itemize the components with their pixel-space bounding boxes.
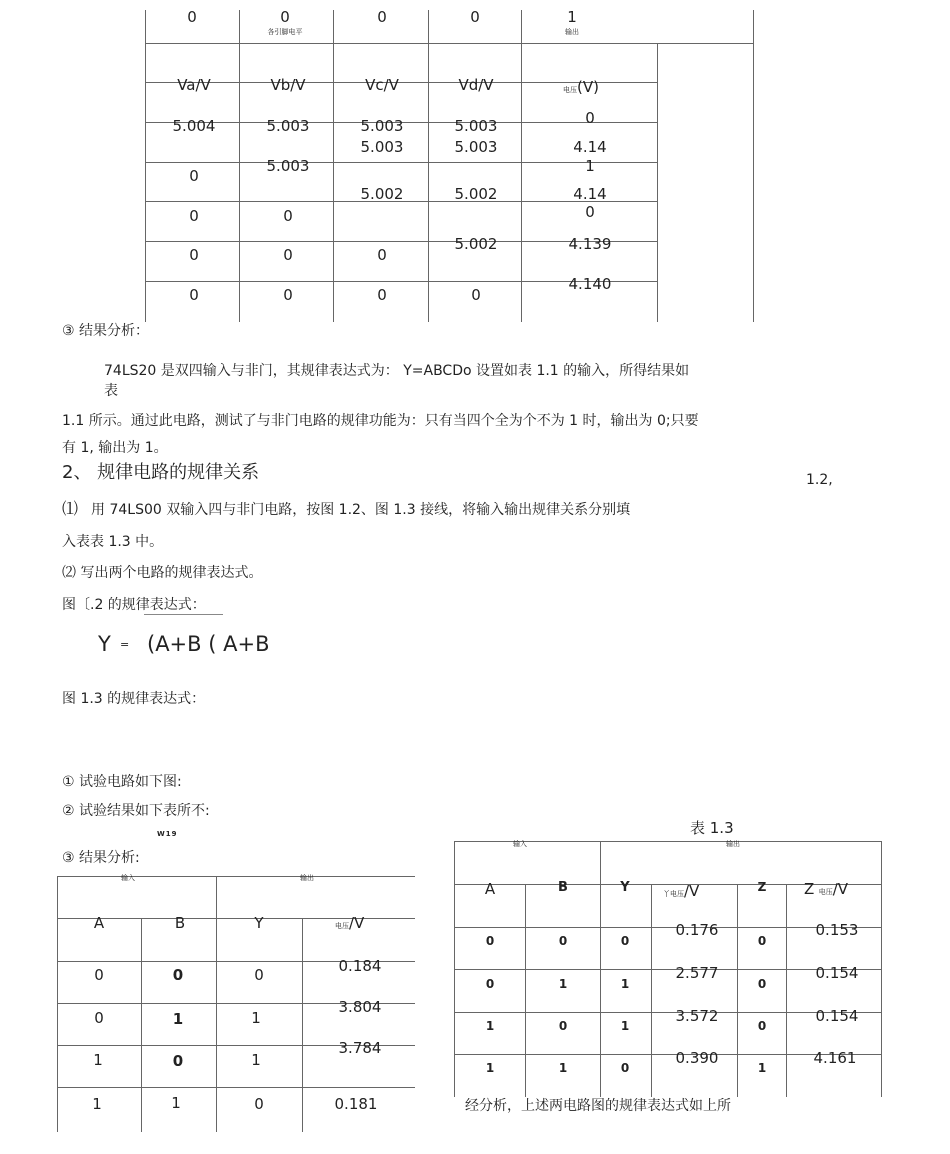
cell: 1 [171, 1094, 181, 1112]
analysis-title: ③ 结果分析: [62, 850, 140, 866]
cell: 0 [470, 8, 480, 26]
paragraph: ② 试验结果如下表所不: [62, 803, 210, 819]
cell: 5.002 [454, 235, 498, 253]
header-z-voltage-z: Z [804, 880, 815, 898]
cell: 0.153 [815, 921, 859, 939]
cell: 1 [567, 8, 577, 26]
header-output [563, 78, 599, 96]
cell: 0 [94, 966, 104, 984]
cell: 1 [172, 1010, 184, 1028]
header-z-voltage-small: 电压 [818, 888, 833, 896]
header-vc: Vc/V [365, 76, 399, 94]
cell-note: 各引脚电平 [267, 28, 303, 36]
paragraph: 74LS20 是双四输入与非门，其规律表达式为： Y=ABCDo 设置如表 1.1 的输入，所得结果如 [104, 363, 690, 379]
paragraph: ⑵ 写出两个电路的规律表达式。 [62, 565, 263, 581]
cell: 0 [189, 207, 199, 225]
formula: (A+B ( A+B [147, 632, 270, 656]
cell: 4.14 [573, 185, 607, 203]
cell: 0 [377, 8, 387, 26]
cell: 0 [757, 934, 767, 948]
paragraph: ① 试验电路如下图: [62, 774, 182, 790]
cell: 0 [485, 934, 495, 948]
header-output-small: 电压 [563, 86, 577, 94]
cell: 0 [283, 207, 293, 225]
header-y-voltage-small: 丫电压 [663, 890, 684, 898]
cell: 3.804 [338, 998, 382, 1016]
cell-note: 输出 [565, 28, 579, 36]
cell: 0 [620, 934, 630, 948]
cell: 0.181 [334, 1095, 378, 1113]
cell: 4.139 [568, 235, 612, 253]
cell: 0 [558, 934, 568, 948]
figure-label: 图 1.3 的规律表达式： [62, 691, 206, 707]
cell: 5.003 [266, 157, 310, 175]
cell: 1 [620, 1019, 630, 1033]
cell: 0.390 [675, 1049, 719, 1067]
figure-label: 图〔.2 的规律表达式： [62, 597, 206, 613]
header-b: B [558, 880, 568, 895]
paragraph: 入表表 1.3 中。 [62, 534, 164, 550]
header-z: Z [757, 880, 767, 894]
cell: 0 [189, 246, 199, 264]
cell: 5.004 [172, 117, 216, 135]
cell: 0 [471, 286, 481, 304]
paragraph: 有 1, 输出为 1。 [62, 440, 168, 456]
cell: 0 [280, 8, 290, 26]
header-y-voltage [663, 882, 699, 900]
cell: 0 [187, 8, 197, 26]
formula-equals: = [120, 638, 130, 651]
cell: 0 [757, 977, 767, 991]
cell: 5.002 [360, 185, 404, 203]
cell: 0 [377, 246, 387, 264]
step-marker: ⑴ [62, 499, 79, 518]
cell: 0 [172, 966, 184, 984]
paragraph: 表 [104, 383, 118, 399]
tiny-mark: W19 [157, 830, 178, 838]
cell: 0.176 [675, 921, 719, 939]
cell: 5.003 [360, 117, 404, 135]
paragraph: 1.1 所示。通过此电路，测试了与非门电路的规律功能为：只有当四个全为个不为 1 时，输出为 0;只要 [62, 413, 699, 429]
header-y-voltage-unit: /V [684, 882, 700, 900]
header-y: Y [254, 914, 264, 932]
cell: 1 [251, 1009, 261, 1027]
header-vb: Vb/V [270, 76, 306, 94]
formula-y: Y [98, 632, 111, 656]
cell: 1 [485, 1061, 495, 1075]
analysis-title: ③ 结果分析： [62, 323, 150, 339]
section-heading: 2、 规律电路的规律关系 [62, 462, 260, 483]
header-voltage-small: 电压 [335, 922, 349, 930]
cell: 0 [254, 966, 264, 984]
table-title: 表 1.3 [690, 819, 734, 837]
cell: 3.784 [338, 1039, 382, 1057]
cell: 0.184 [338, 957, 382, 975]
cell: 1 [558, 977, 568, 991]
cell: 5.003 [360, 138, 404, 156]
cell: 0.154 [815, 1007, 859, 1025]
header-output-unit: (V) [577, 78, 599, 96]
conclusion: 经分析，上述两电路图的规律表达式如上所 [465, 1098, 731, 1114]
cell: 4.14 [573, 138, 607, 156]
cell: 1 [757, 1061, 767, 1075]
header-va: Va/V [177, 76, 211, 94]
header-z-voltage [804, 880, 848, 898]
cell: 0.154 [815, 964, 859, 982]
header-vd: Vd/V [458, 76, 494, 94]
group-header-input: 输入 [513, 840, 527, 848]
header-y: Y [620, 880, 630, 895]
cell: 5.002 [454, 185, 498, 203]
cell: 1 [251, 1051, 261, 1069]
cell: 0 [485, 977, 495, 991]
cell: 0 [94, 1009, 104, 1027]
group-header-input: 输入 [121, 874, 135, 882]
header-a: A [93, 914, 105, 932]
cell: 1 [558, 1061, 568, 1075]
header-z-voltage-unit: /V [832, 880, 849, 898]
cell: 1 [92, 1095, 102, 1113]
header-voltage [335, 914, 364, 932]
cell: 0 [757, 1019, 767, 1033]
header-voltage-unit: /V [349, 914, 365, 932]
header-a: A [484, 880, 496, 898]
cell: 0 [172, 1052, 184, 1070]
cell: 2.577 [675, 964, 719, 982]
group-header-output: 输出 [726, 840, 740, 848]
side-reference: 1.2, [806, 472, 833, 488]
cell: 4.161 [813, 1049, 857, 1067]
cell: 5.003 [454, 138, 498, 156]
paragraph: 用 74LS00 双输入四与非门电路，按图 1.2、图 1.3 接线，将输入输出规律关系分别填 [91, 502, 631, 518]
header-b: B [174, 914, 186, 932]
cell: 5.003 [454, 117, 498, 135]
cell: 0 [283, 246, 293, 264]
cell: 0 [189, 286, 199, 304]
cell: 3.572 [675, 1007, 719, 1025]
cell: 0 [283, 286, 293, 304]
cell: 1 [585, 157, 595, 175]
cell: 0 [585, 203, 595, 221]
cell: 0 [377, 286, 387, 304]
cell: 0 [254, 1095, 264, 1113]
cell: 0 [620, 1061, 630, 1075]
cell: 0 [189, 167, 199, 185]
cell: 5.003 [266, 117, 310, 135]
cell: 4.140 [568, 275, 612, 293]
group-header-output: 输出 [300, 874, 314, 882]
cell: 1 [485, 1019, 495, 1033]
cell: 1 [620, 977, 630, 991]
cell: 0 [558, 1019, 568, 1033]
cell: 1 [93, 1051, 103, 1069]
cell: 0 [585, 109, 595, 127]
